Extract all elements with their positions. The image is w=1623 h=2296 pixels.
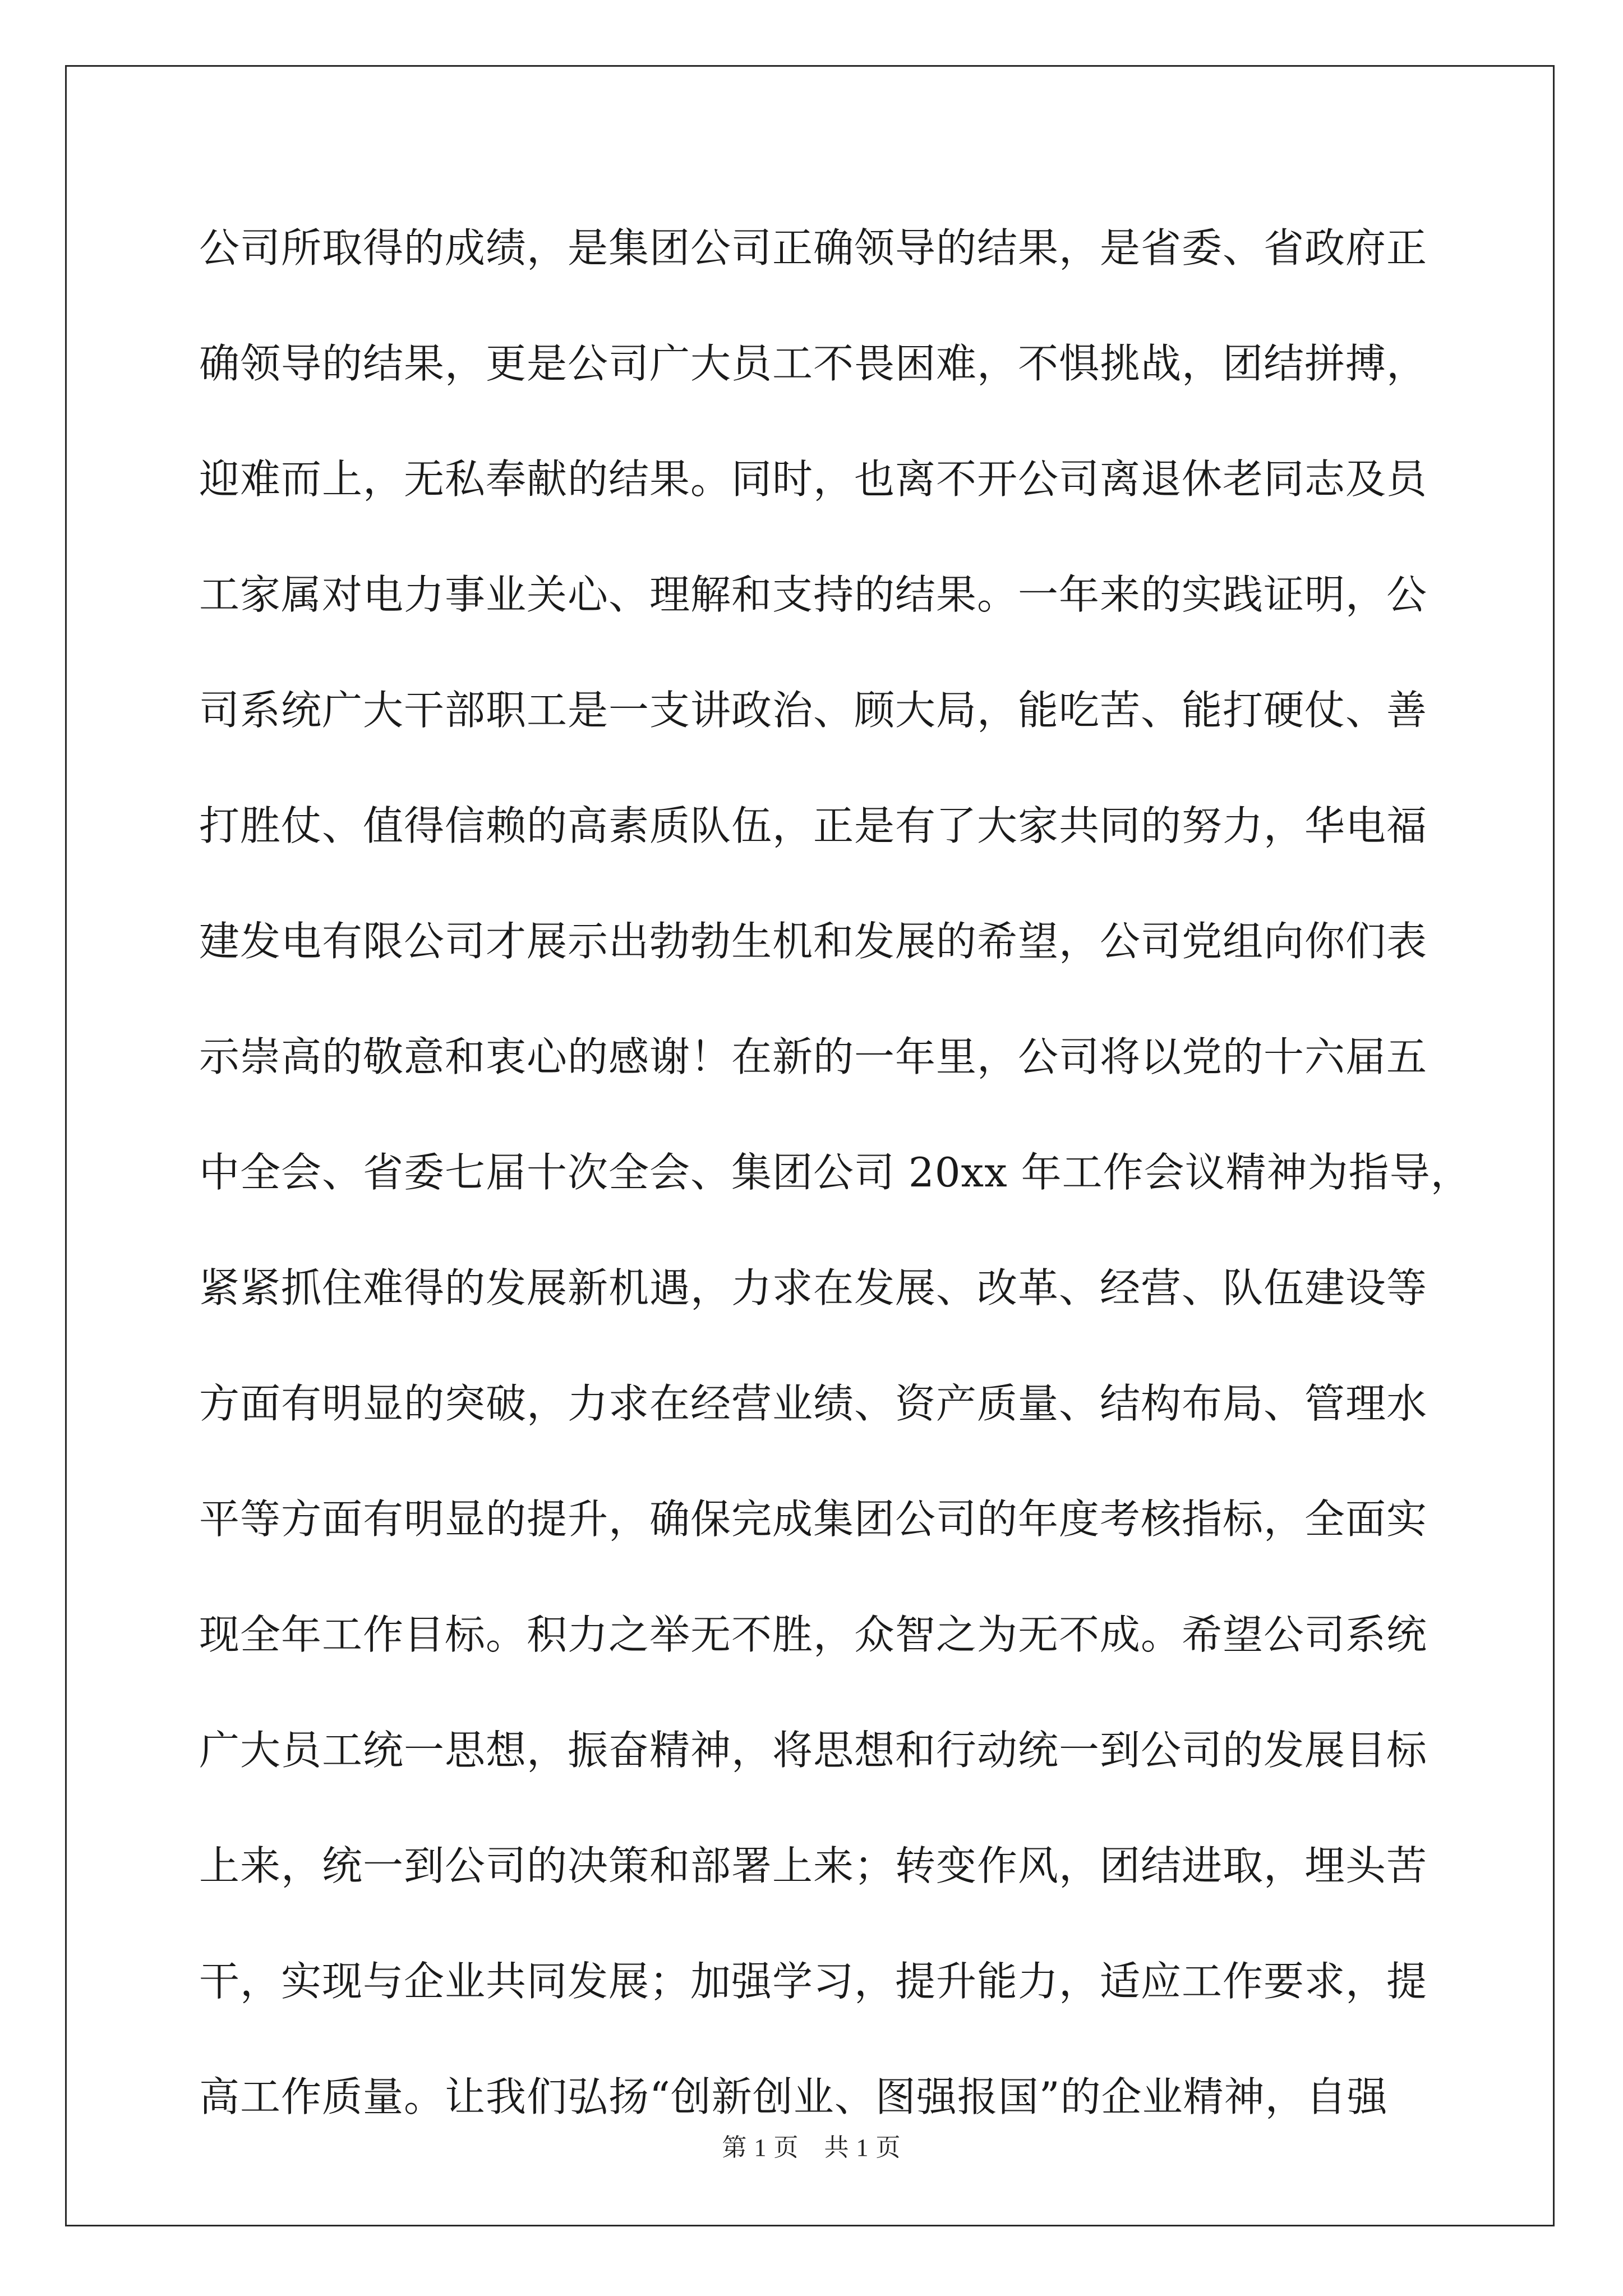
text-line-15: 上来，统一到公司的决策和部署上来；转变作风，团结进取，埋头苦	[199, 1842, 1428, 1889]
text-line-8: 示崇高的敬意和衷心的感谢！在新的一年里，公司将以党的十六届五	[199, 1033, 1428, 1080]
text-line-11: 方面有明显的突破，力求在经营业绩、资产质量、结构布局、管理水	[199, 1380, 1428, 1427]
text-line-7: 建发电有限公司才展示出勃勃生机和发展的希望，公司党组向你们表	[199, 918, 1428, 965]
text-line-10: 紧紧抓住难得的发展新机遇，力求在发展、改革、经营、队伍建设等	[199, 1264, 1428, 1312]
text-line-2: 确领导的结果，更是公司广大员工不畏困难，不惧挑战，团结拼搏，	[199, 340, 1428, 387]
text-line-6: 打胜仗、值得信赖的高素质队伍，正是有了大家共同的努力，华电福	[199, 802, 1428, 849]
document-body	[199, 223, 1472, 2188]
text-line-13: 现全年工作目标。积力之举无不胜，众智之为无不成。希望公司系统	[199, 1611, 1428, 1658]
text-line-4: 工家属对电力事业关心、理解和支持的结果。一年来的实践证明，公	[199, 571, 1428, 618]
text-line-17: 高工作质量。让我们弘扬“创新创业、图强报国”的企业精神，自强	[199, 2073, 1388, 2120]
text-line-16: 干，实现与企业共同发展；加强学习，提升能力，适应工作要求，提	[199, 1958, 1428, 2005]
text-line-14: 广大员工统一思想，振奋精神，将思想和行动统一到公司的发展目标	[199, 1727, 1428, 1774]
text-line-9: 中全会、省委七届十次全会、集团公司 20xx 年工作会议精神为指导，	[199, 1149, 1472, 1196]
text-line-1: 公司所取得的成绩，是集团公司正确领导的结果，是省委、省政府正	[199, 224, 1428, 272]
text-line-3: 迎难而上，无私奉献的结果。同时，也离不开公司离退休老同志及员	[199, 455, 1428, 503]
text-line-12: 平等方面有明显的提升，确保完成集团公司的年度考核指标，全面实	[199, 1496, 1428, 1543]
text-line-5: 司系统广大干部职工是一支讲政治、顾大局，能吃苦、能打硬仗、善	[199, 687, 1428, 734]
page-number-footer: 第 1 页 共 1 页	[722, 2134, 901, 2161]
